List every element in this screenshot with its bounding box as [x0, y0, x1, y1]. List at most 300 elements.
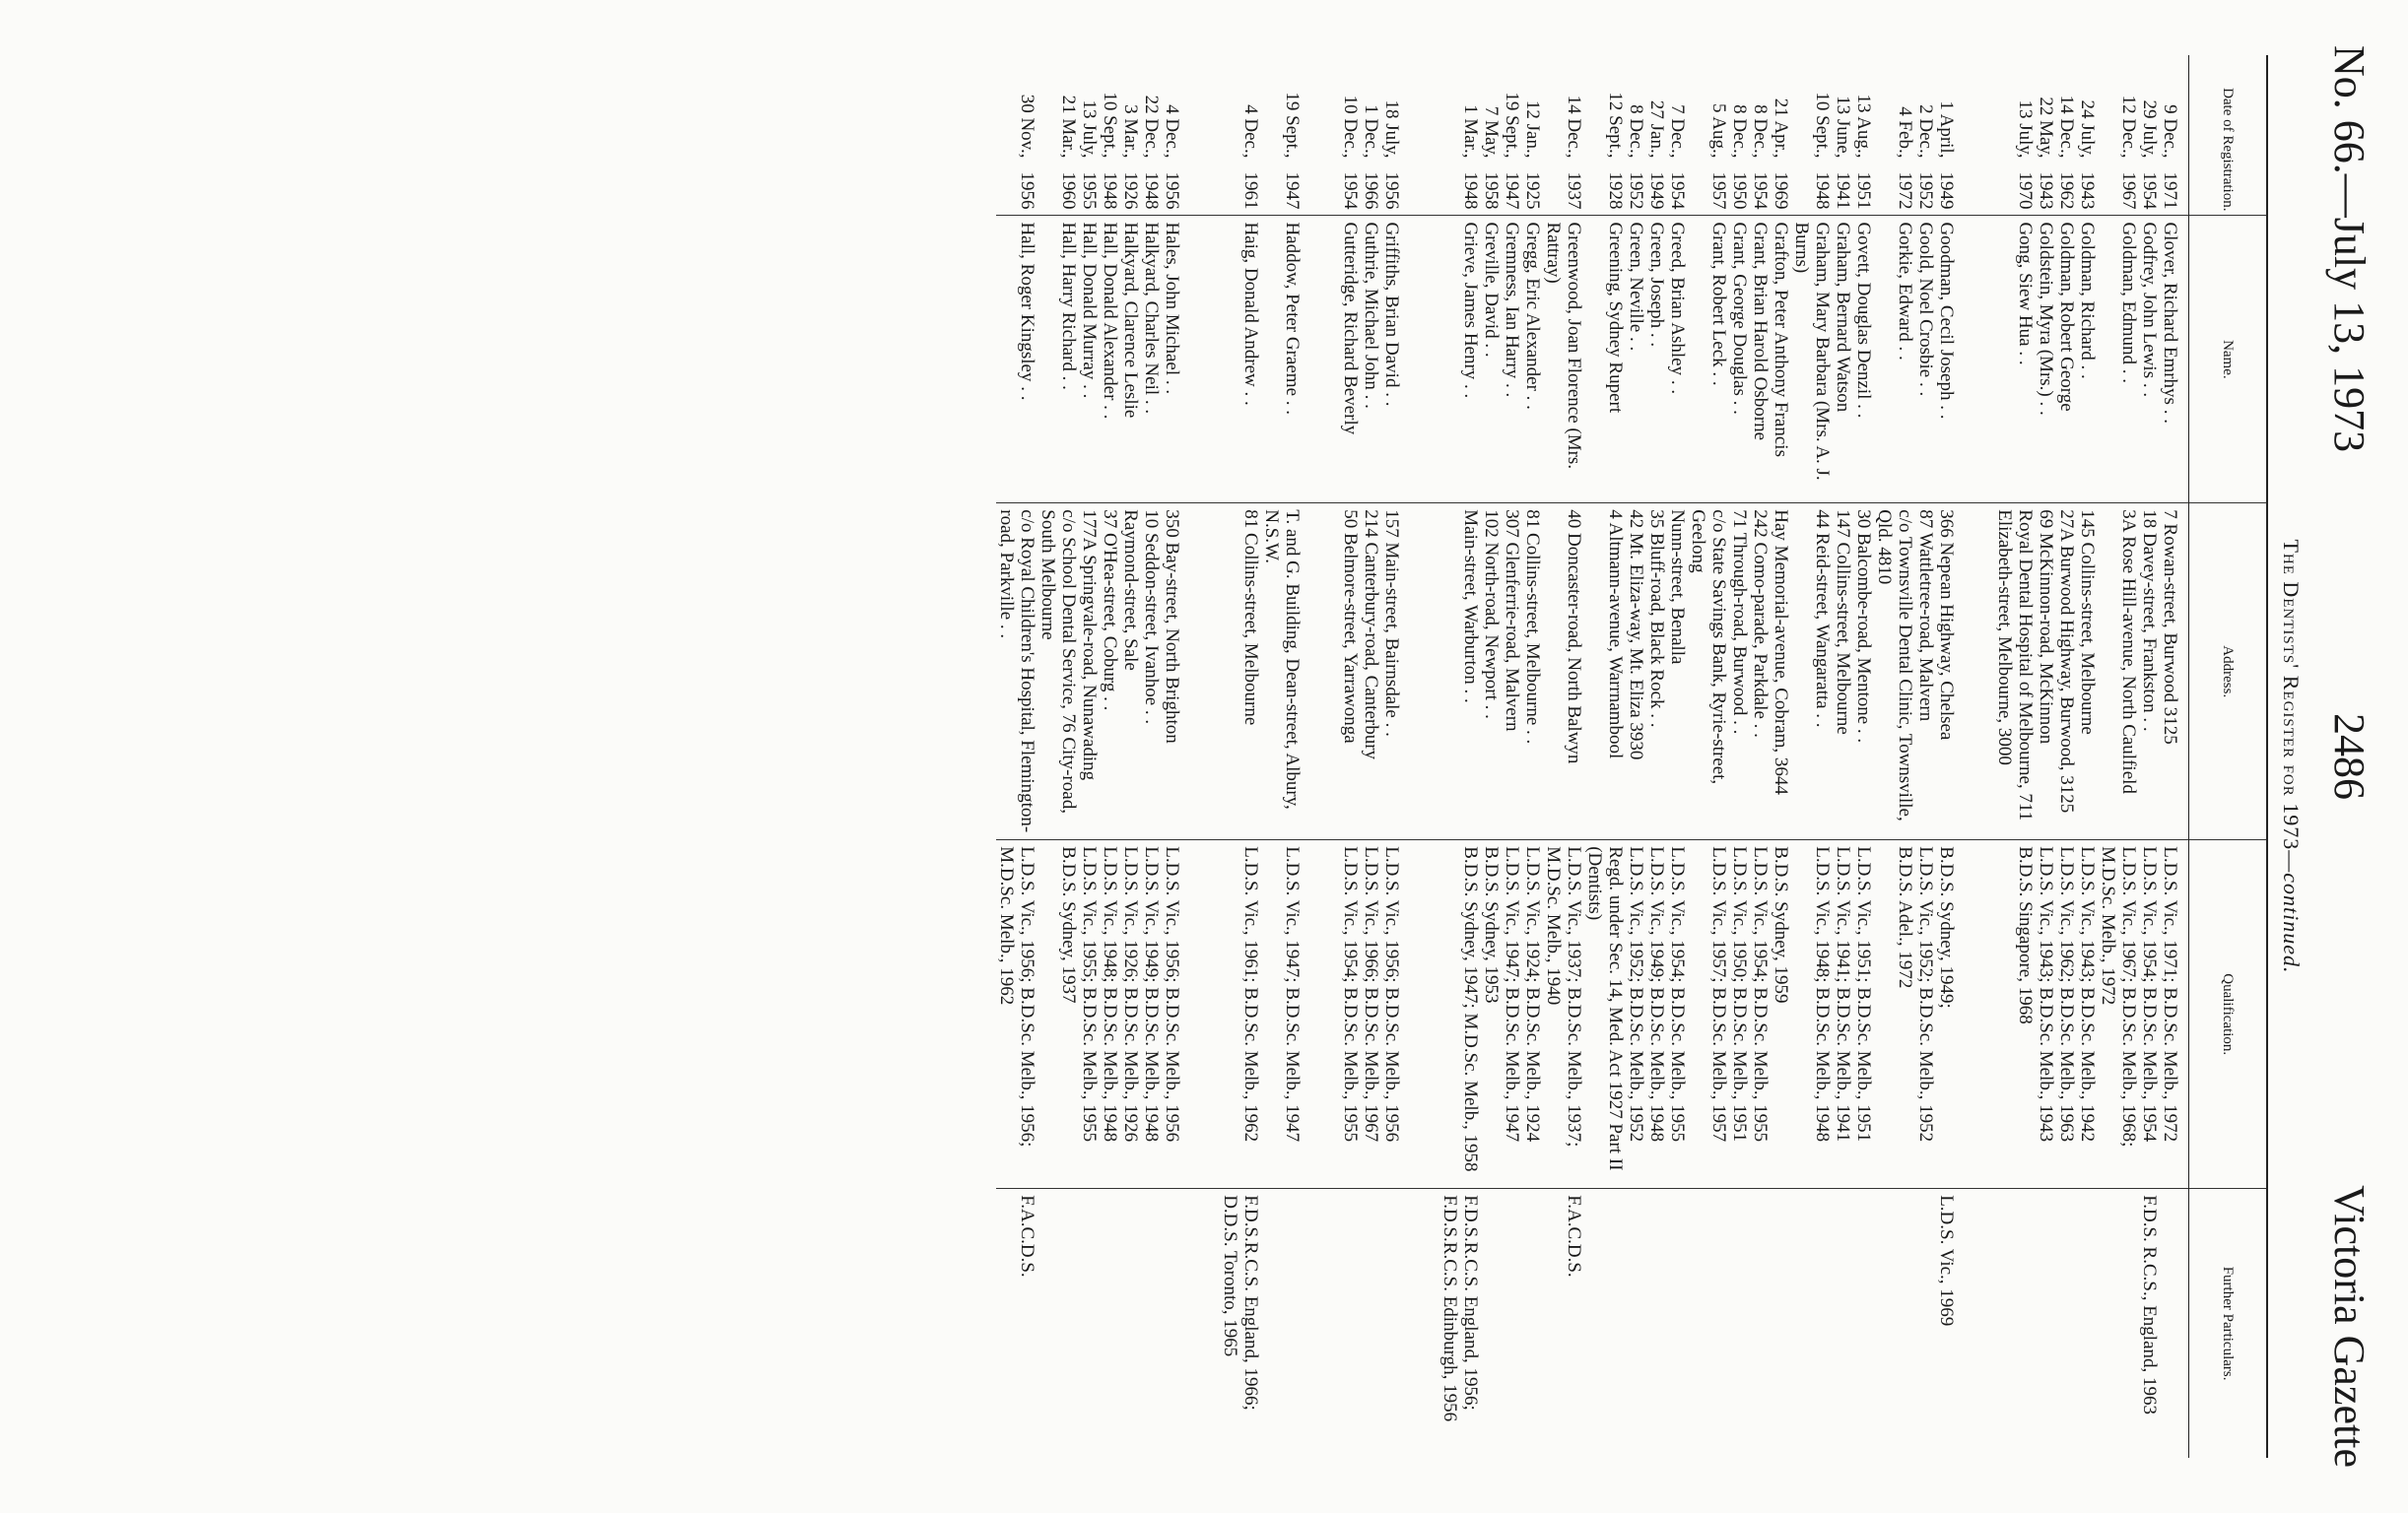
dentist-qualification: Regd. under Sec. 14, Med. Act 1927 Part II (Dentists): [1584, 840, 1626, 1189]
registration-year: 1943: [2077, 171, 2098, 210]
further-particulars: [1120, 1189, 1141, 1458]
further-particulars: [1584, 1189, 1626, 1458]
dentist-address: 307 Glenferrie-road, Malvern: [1502, 503, 1522, 840]
registration-year: 1925: [1522, 171, 1543, 210]
dentist-address: 366 Nepean Highway, Chelsea: [1936, 503, 1957, 840]
table-row: [1481, 55, 1502, 1458]
registration-year: 1949: [1936, 171, 1957, 210]
table-row: [1261, 55, 1303, 1458]
table-row: [1543, 55, 1584, 1458]
registration-day: 1 Mar.,: [1460, 104, 1481, 159]
dentist-qualification: L.D.S. Vic., 1947; B.D.Sc. Melb., 1947: [1502, 840, 1522, 1189]
registration-date: [1037, 55, 1079, 216]
dentist-address: 3A Rose Hill-avenue, North Caulfield: [2098, 503, 2139, 840]
registration-date: [1120, 55, 1141, 216]
registration-day: 21 Mar.,: [1058, 95, 1079, 159]
dentist-qualification: L.D.S. Vic., 1954; B.D.Sc. Melb., 1954: [2139, 840, 2160, 1189]
further-particulars: [1502, 1189, 1522, 1458]
dentist-qualification: L.D.S. Vic., 1962; B.D.Sc. Melb., 1963: [2056, 840, 2077, 1189]
table-row: [1791, 55, 1833, 1458]
registration-date: [2139, 55, 2160, 216]
dentist-address: Raymond-street, Sale: [1120, 503, 1141, 840]
dentist-address: T. and G. Building, Dean-street, Albury, N.S.W.: [1261, 503, 1303, 840]
dentist-address: Main-street, Warburton . .: [1439, 503, 1481, 840]
dentist-address: c/o State Savings Bank, Ryrie-street, Geelong: [1688, 503, 1729, 840]
registration-year: 1949: [1646, 171, 1667, 210]
further-particulars: [1646, 1189, 1667, 1458]
dentist-address: 50 Belmore-street, Yarrawonga: [1340, 503, 1361, 840]
dentist-qualification: L.D.S. Vic., 1951; B.D.Sc. Melb., 1951: [1853, 840, 1874, 1189]
dentist-name: Halkyard, Clarence Leslie: [1120, 216, 1141, 503]
table-row: [1079, 55, 1100, 1458]
registration-day: 30 Nov.,: [1017, 94, 1037, 159]
further-particulars: L.D.S. Vic., 1969: [1936, 1195, 1957, 1327]
further-particulars: [1750, 1189, 1771, 1458]
registration-day: 12 Dec.,: [2118, 95, 2139, 159]
registration-date: [1750, 55, 1771, 216]
registration-day: 2 Dec.,: [1915, 104, 1936, 159]
dentist-name: Greenwood, Joan Florence (Mrs. Rattray): [1543, 216, 1584, 503]
registration-date: [1791, 55, 1833, 216]
registration-date: [1667, 55, 1688, 216]
registration-year: 1969: [1771, 171, 1791, 210]
dentist-qualification: B.D.S. Singapore, 1968: [1994, 840, 2036, 1189]
registration-date: [1771, 55, 1791, 216]
dentist-qualification: L.D.S. Vic., 1950; B.D.Sc. Melb., 1951: [1729, 840, 1750, 1189]
register-body: [996, 55, 2189, 1458]
registration-day: 24 July,: [2077, 99, 2098, 159]
dentist-name: Greening, Sydney Rupert: [1584, 216, 1626, 503]
registration-day: 1 April,: [1936, 100, 1957, 159]
dentist-address: 30 Balcombe-road, Mentone . .: [1853, 503, 1874, 840]
registration-date: [2160, 55, 2189, 216]
registration-year: 1970: [2015, 171, 2036, 210]
registration-date: [1543, 55, 1584, 216]
table-row: [1381, 55, 1402, 1458]
dentist-qualification: L.D.S. Vic., 1956; B.D.Sc. Melb., 1956: [1162, 840, 1182, 1189]
registration-day: 5 Aug.,: [1708, 103, 1729, 159]
registration-day: 10 Sept.,: [1812, 92, 1833, 159]
dentist-qualification: L.D.S. Vic., 1954; B.D.Sc. Melb., 1955: [1667, 840, 1688, 1189]
dentist-name: Grant, Robert Leck . .: [1688, 216, 1729, 503]
further-particulars: F.D.S.R.C.S. England, 1956; F.D.S.R.C.S. Edinburgh, 1956: [1439, 1195, 1481, 1422]
dentist-address: 27A Burwood Highway, Burwood, 3125: [2056, 503, 2077, 840]
dentist-address: 214 Canterbury-road, Canterbury: [1361, 503, 1381, 840]
dentist-address: 10 Seddon-street, Ivanhoe . .: [1141, 503, 1162, 840]
table-row: [1667, 55, 1688, 1458]
registration-year: 1941: [1833, 171, 1853, 210]
dentist-name: Guthrie, Michael John . .: [1361, 216, 1381, 503]
registration-day: 13 July,: [1079, 99, 1100, 159]
registration-date: [1833, 55, 1853, 216]
dentist-address: 4 Altmann-avenue, Warrnambool: [1584, 503, 1626, 840]
registration-day: 12 Jan.,: [1522, 99, 1543, 159]
table-row: [1100, 55, 1120, 1458]
table-row: [2077, 55, 2098, 1458]
group-separator: [1402, 55, 1439, 1458]
registration-day: 8 Dec.,: [1626, 104, 1646, 159]
dentist-name: Greed, Brian Ashley . .: [1667, 216, 1688, 503]
table-row: [1994, 55, 2036, 1458]
column-header-date: Date of Registration.: [2189, 55, 2268, 216]
registration-day: 13 June,: [1833, 96, 1853, 159]
dentist-qualification: L.D.S. Vic., 1937; B.D.Sc. Melb., 1937; M.D.Sc. Melb., 1940: [1543, 840, 1584, 1189]
dentist-qualification: L.D.S. Vic., 1948; B.D.Sc. Melb., 1948: [1791, 840, 1833, 1189]
further-particulars: [1729, 1189, 1750, 1458]
register-subtitle: The Dentists' Register for 1973—continued.: [2279, 539, 2304, 974]
group-separator: [1957, 55, 1994, 1458]
dentist-address: 81 Collins-street, Melbourne . .: [1522, 503, 1543, 840]
registration-day: 13 Aug.,: [1853, 94, 1874, 159]
registration-date: [1522, 55, 1543, 216]
registration-day: 4 Dec.,: [1162, 104, 1182, 159]
registration-day: 22 May,: [2036, 97, 2056, 159]
dentist-address: 102 North-road, Newport . .: [1481, 503, 1502, 840]
dentist-name: Glover, Richard Emrhys . .: [2160, 216, 2189, 503]
dentist-qualification: L.D.S. Vic., 1955; B.D.Sc. Melb., 1955: [1079, 840, 1100, 1189]
table-header-row: [2189, 55, 2268, 1458]
dentist-qualification: L.D.S. Vic., 1966; B.D.Sc. Melb., 1967: [1361, 840, 1381, 1189]
registration-date: [2036, 55, 2056, 216]
registration-year: 1948: [1100, 171, 1120, 210]
registration-day: 4 Feb.,: [1895, 106, 1915, 159]
table-row: [1340, 55, 1361, 1458]
table-row: [1833, 55, 1853, 1458]
registration-day: 22 Dec.,: [1141, 95, 1162, 159]
dentist-address: 157 Main-street, Bairnsdale . .: [1381, 503, 1402, 840]
dentist-qualification: L.D.S. Vic., 1924; B.D.Sc. Melb., 1924: [1522, 840, 1543, 1189]
publication-title: Victoria Gazette: [2325, 1185, 2374, 1468]
registration-date: [1915, 55, 1936, 216]
registration-date: [1162, 55, 1182, 216]
further-particulars: F.A.C.D.S.: [1017, 1195, 1037, 1278]
dentist-qualification: L.D.S. Vic., 1956; B.D.Sc. Melb., 1956; M.D.Sc. Melb., 1962: [996, 840, 1037, 1189]
dentist-name: Grieve, James Henry . .: [1439, 216, 1481, 503]
dentist-qualification: L.D.S. Vic., 1967; B.D.Sc. Melb., 1968; M.D.Sc. Melb., 1972: [2098, 840, 2139, 1189]
registration-year: 1958: [1481, 171, 1502, 210]
dentist-name: Govett, Douglas Denzil . .: [1853, 216, 1874, 503]
dentist-name: Green, Neville . .: [1626, 216, 1646, 503]
dentist-name: Halkyard, Charles Neil . .: [1141, 216, 1162, 503]
registration-year: 1948: [1812, 171, 1833, 210]
table-row: [1502, 55, 1522, 1458]
registration-year: 1948: [1141, 171, 1162, 210]
dentist-name: Goldman, Richard . .: [2077, 216, 2098, 503]
table-row: [2036, 55, 2056, 1458]
dentist-address: Royal Dental Hospital of Melbourne, 711 Elizabeth-street, Melbourne, 3000: [1994, 503, 2036, 840]
page-number: 2486: [2325, 713, 2374, 800]
table-row: [1750, 55, 1771, 1458]
registration-day: 7 May,: [1481, 105, 1502, 159]
dentist-address: c/o School Dental Service, 76 City-road, South Melbourne: [1037, 503, 1079, 840]
further-particulars: [1915, 1189, 1936, 1458]
table-row: [996, 55, 1037, 1458]
dentist-address: 71 Through-road, Burwood . .: [1729, 503, 1750, 840]
issue-number-date: No. 66.—July 13, 1973: [2325, 45, 2374, 453]
registration-date: [1936, 55, 1957, 216]
dentist-name: Hall, Harry Richard . .: [1037, 216, 1079, 503]
registration-year: 1957: [1708, 171, 1729, 210]
table-row: [1361, 55, 1381, 1458]
registration-day: 13 July,: [2015, 99, 2036, 159]
dentist-qualification: L.D.S. Vic., 1971; B.D.Sc. Melb., 1972: [2160, 840, 2189, 1189]
table-row: [1874, 55, 1915, 1458]
registration-day: 14 Dec.,: [1564, 95, 1584, 159]
dentist-qualification: L.D.S. Vic., 1954; B.D.Sc. Melb., 1955: [1340, 840, 1361, 1189]
registration-date: [1502, 55, 1522, 216]
further-particulars: [1261, 1189, 1303, 1458]
dentist-name: Grafton, Peter Anthony Francis: [1771, 216, 1791, 503]
table-row: [1037, 55, 1079, 1458]
dentist-qualification: B.D.S. Sydney, 1959: [1771, 840, 1791, 1189]
dentist-name: Green, Joseph . .: [1646, 216, 1667, 503]
registration-day: 3 Mar.,: [1120, 104, 1141, 159]
dentist-address: 147 Collins-street, Melbourne: [1833, 503, 1853, 840]
registration-year: 1972: [1895, 171, 1915, 210]
dentist-qualification: L.D.S. Vic., 1948; B.D.Sc. Melb., 1948: [1100, 840, 1120, 1189]
registration-day: 21 Apr.,: [1771, 98, 1791, 159]
further-particulars: [1141, 1189, 1162, 1458]
table-row: [2098, 55, 2139, 1458]
page-header: [2311, 45, 2380, 1468]
further-particulars: [1833, 1189, 1853, 1458]
dentist-qualification: L.D.S. Vic., 1947; B.D.Sc. Melb., 1947: [1261, 840, 1303, 1189]
dentist-name: Goldstein, Myra (Mrs.) . .: [2036, 216, 2056, 503]
registration-year: 1962: [2056, 171, 2077, 210]
table-row: [1522, 55, 1543, 1458]
further-particulars: [1079, 1189, 1100, 1458]
dentist-qualification: L.D.S. Vic., 1952; B.D.Sc. Melb., 1952: [1626, 840, 1646, 1189]
dentist-qualification: L.D.S. Vic., 1954; B.D.Sc. Melb., 1955: [1750, 840, 1771, 1189]
further-particulars: [1626, 1189, 1646, 1458]
registration-date: [2056, 55, 2077, 216]
dentist-name: Grant, Brian Harold Osborne: [1750, 216, 1771, 503]
dentist-name: Hales, John Michael . .: [1162, 216, 1182, 503]
further-particulars: [1481, 1189, 1502, 1458]
dentist-address: 40 Doncaster-road, North Balwyn: [1543, 503, 1584, 840]
registration-year: 1937: [1564, 171, 1584, 210]
dentist-qualification: L.D.S. Vic., 1949; B.D.Sc. Melb., 1948: [1141, 840, 1162, 1189]
registration-year: 1956: [1017, 171, 1037, 210]
dentist-qualification: L.D.S. Vic., 1952; B.D.Sc. Melb., 1952: [1915, 840, 1936, 1189]
dentist-name: Griffiths, Brian David . .: [1381, 216, 1402, 503]
table-row: [1141, 55, 1162, 1458]
registration-date: [1729, 55, 1750, 216]
registration-day: 1 Dec.,: [1361, 104, 1381, 159]
table-row: [2056, 55, 2077, 1458]
registration-year: 1956: [1162, 171, 1182, 210]
registration-day: 19 Sept.,: [1502, 92, 1522, 159]
registration-year: 1943: [2036, 171, 2056, 210]
table-row: [1915, 55, 1936, 1458]
column-header-further-particulars: Further Particulars.: [2189, 1189, 2268, 1458]
dentist-qualification: B.D.S. Sydney, 1953: [1481, 840, 1502, 1189]
registration-year: 1947: [1282, 171, 1303, 210]
registration-year: 1954: [1667, 171, 1688, 210]
further-particulars: F.D.S. R.C.S., England, 1963: [2139, 1195, 2160, 1415]
dentist-name: Goold, Noel Crosbie . .: [1915, 216, 1936, 503]
registration-date: [2098, 55, 2139, 216]
registration-year: 1950: [1729, 171, 1750, 210]
dentists-register-table: [996, 55, 2268, 1458]
dentist-name: Gong, Siew Hua . .: [1994, 216, 2036, 503]
dentist-name: Godfrey, John Lewis . .: [2139, 216, 2160, 503]
group-separator: [1303, 55, 1340, 1458]
dentist-address: 177A Springvale-road, Nunawading: [1079, 503, 1100, 840]
registration-date: [1439, 55, 1481, 216]
registration-date: [1220, 55, 1261, 216]
registration-year: 1961: [1240, 171, 1261, 210]
registration-year: 1954: [1750, 171, 1771, 210]
dentist-name: Goldman, Edmund . .: [2098, 216, 2139, 503]
dentist-name: Grant, George Douglas . .: [1729, 216, 1750, 503]
table-row: [1853, 55, 1874, 1458]
further-particulars: [1994, 1189, 2036, 1458]
dentist-name: Hall, Donald Alexander . .: [1100, 216, 1120, 503]
registration-date: [1994, 55, 2036, 216]
dentist-qualification: B.D.S. Sydney, 1949;: [1936, 840, 1957, 1189]
further-particulars: F.D.S.R.C.S. England, 1966; D.D.S. Toronto, 1965: [1220, 1195, 1261, 1411]
dentist-name: Hall, Donald Murray . .: [1079, 216, 1100, 503]
registration-date: [1340, 55, 1361, 216]
column-header-qualification: Qualification.: [2189, 840, 2268, 1189]
register-title: The Dentists' Register for 1973: [2279, 539, 2304, 851]
dentist-address: 42 Mt. Eliza-way, Mt. Eliza 3930: [1626, 503, 1646, 840]
further-particulars: [1361, 1189, 1381, 1458]
registration-year: 1952: [1915, 171, 1936, 210]
table-row: [1688, 55, 1729, 1458]
table-row: [2160, 55, 2189, 1458]
dentist-name: Graham, Mary Barbara (Mrs. A. J. Burns): [1791, 216, 1833, 503]
registration-day: 9 Dec.,: [2160, 104, 2180, 159]
further-particulars: [1771, 1189, 1791, 1458]
dentist-address: 87 Wattletree-road, Malvern: [1915, 503, 1936, 840]
registration-date: [1261, 55, 1303, 216]
column-header-name: Name.: [2189, 216, 2268, 503]
further-particulars: [1522, 1189, 1543, 1458]
registration-date: [1688, 55, 1729, 216]
dentist-name: Gorkie, Edward . .: [1874, 216, 1915, 503]
dentist-name: Haig, Donald Andrew . .: [1220, 216, 1261, 503]
table-row: [1439, 55, 1481, 1458]
registration-year: 1928: [1605, 171, 1626, 210]
dentist-address: 69 McKinnon-road, McKinnon: [2036, 503, 2056, 840]
further-particulars: [1791, 1189, 1833, 1458]
registration-date: [1079, 55, 1100, 216]
registration-year: 1952: [1626, 171, 1646, 210]
registration-date: [1853, 55, 1874, 216]
dentist-qualification: B.D.S. Adel., 1972: [1874, 840, 1915, 1189]
dentist-qualification: B.D.S. Sydney, 1937: [1037, 840, 1079, 1189]
registration-date: [1874, 55, 1915, 216]
registration-day: 12 Sept.,: [1605, 92, 1626, 159]
registration-year: 1955: [1079, 171, 1100, 210]
dentist-name: Graham, Bernard Watson: [1833, 216, 1853, 503]
dentist-name: Goodman, Cecil Joseph . .: [1936, 216, 1957, 503]
table-row: [1220, 55, 1261, 1458]
table-row: [1771, 55, 1791, 1458]
registration-day: 7 Dec.,: [1667, 104, 1688, 159]
registration-day: 8 Dec.,: [1750, 104, 1771, 159]
dentist-qualification: L.D.S. Vic., 1943; B.D.Sc. Melb., 1942: [2077, 840, 2098, 1189]
further-particulars: [1100, 1189, 1120, 1458]
table-row: [1162, 55, 1182, 1458]
further-particulars: [1162, 1189, 1182, 1458]
dentist-qualification: L.D.S. Vic., 1956; B.D.Sc. Melb., 1956: [1381, 840, 1402, 1189]
further-particulars: [2077, 1189, 2098, 1458]
further-particulars: [2160, 1189, 2189, 1458]
dentist-address: Hay Memorial-avenue, Cobram, 3644: [1771, 503, 1791, 840]
dentist-name: Greville, David . .: [1481, 216, 1502, 503]
registration-date: [1481, 55, 1502, 216]
dentist-address: 242 Como-parade, Parkdale . .: [1750, 503, 1771, 840]
group-separator: [1182, 55, 1220, 1458]
table-row: [1626, 55, 1646, 1458]
dentist-address: 44 Reid-street, Wangaratta . .: [1791, 503, 1833, 840]
dentist-name: Gutteridge, Richard Beverly: [1340, 216, 1361, 503]
continued-label: continued.: [2279, 873, 2304, 974]
registration-date: [996, 55, 1037, 216]
dentist-name: Goldman, Robert George: [2056, 216, 2077, 503]
registration-year: 1971: [2160, 171, 2180, 210]
further-particulars: [2098, 1189, 2139, 1458]
dentist-name: Gremness, Ian Harry . .: [1502, 216, 1522, 503]
dentist-name: Hall, Roger Kingsley . .: [996, 216, 1037, 503]
registration-day: 8 Dec.,: [1729, 104, 1750, 159]
further-particulars: [1874, 1189, 1915, 1458]
dentist-address: c/o Townsville Dental Clinic, Townsville, Qld. 4810: [1874, 503, 1915, 840]
registration-day: 19 Sept.,: [1282, 92, 1303, 159]
further-particulars: [1688, 1189, 1729, 1458]
registration-year: 1960: [1058, 171, 1079, 210]
registration-year: 1926: [1120, 171, 1141, 210]
registration-year: 1956: [1381, 171, 1402, 210]
table-row: [2139, 55, 2160, 1458]
dentist-address: 35 Bluff-road, Black Rock . .: [1646, 503, 1667, 840]
registration-date: [1646, 55, 1667, 216]
registration-year: 1967: [2118, 171, 2139, 210]
registration-year: 1951: [1853, 171, 1874, 210]
dentist-address: 350 Bay-street, North Brighton: [1162, 503, 1182, 840]
column-header-address: Address.: [2189, 503, 2268, 840]
registration-day: 10 Sept.,: [1100, 92, 1120, 159]
dentist-address: 81 Collins-street, Melbourne: [1220, 503, 1261, 840]
registration-year: 1966: [1361, 171, 1381, 210]
further-particulars: [2036, 1189, 2056, 1458]
dentist-address: c/o Royal Children's Hospital, Flemington-road, Parkville . .: [996, 503, 1037, 840]
registration-date: [1141, 55, 1162, 216]
table-row: [1120, 55, 1141, 1458]
dentist-qualification: L.D.S. Vic., 1943; B.D.Sc. Melb., 1943: [2036, 840, 2056, 1189]
dentist-name: Haddow, Peter Graeme . .: [1261, 216, 1303, 503]
dentist-address: 37 O'Hea-street, Coburg . .: [1100, 503, 1120, 840]
further-particulars: [1853, 1189, 1874, 1458]
registration-date: [1361, 55, 1381, 216]
dentist-qualification: L.D.S. Vic., 1961; B.D.Sc. Melb., 1962: [1220, 840, 1261, 1189]
registration-day: 27 Jan.,: [1646, 99, 1667, 159]
registration-date: [1626, 55, 1646, 216]
table-row: [1936, 55, 1957, 1458]
dentist-qualification: L.D.S. Vic., 1949; B.D.Sc. Melb., 1948: [1646, 840, 1667, 1189]
dentist-address: Nunn-street, Benalla: [1667, 503, 1688, 840]
further-particulars: [1340, 1189, 1361, 1458]
dentist-qualification: B.D.S. Sydney, 1947; M.D.Sc. Melb., 1958: [1439, 840, 1481, 1189]
registration-year: 1954: [1340, 171, 1361, 210]
registration-day: 29 July,: [2139, 99, 2160, 159]
table-row: [1646, 55, 1667, 1458]
table-row: [1584, 55, 1626, 1458]
table-row: [1729, 55, 1750, 1458]
